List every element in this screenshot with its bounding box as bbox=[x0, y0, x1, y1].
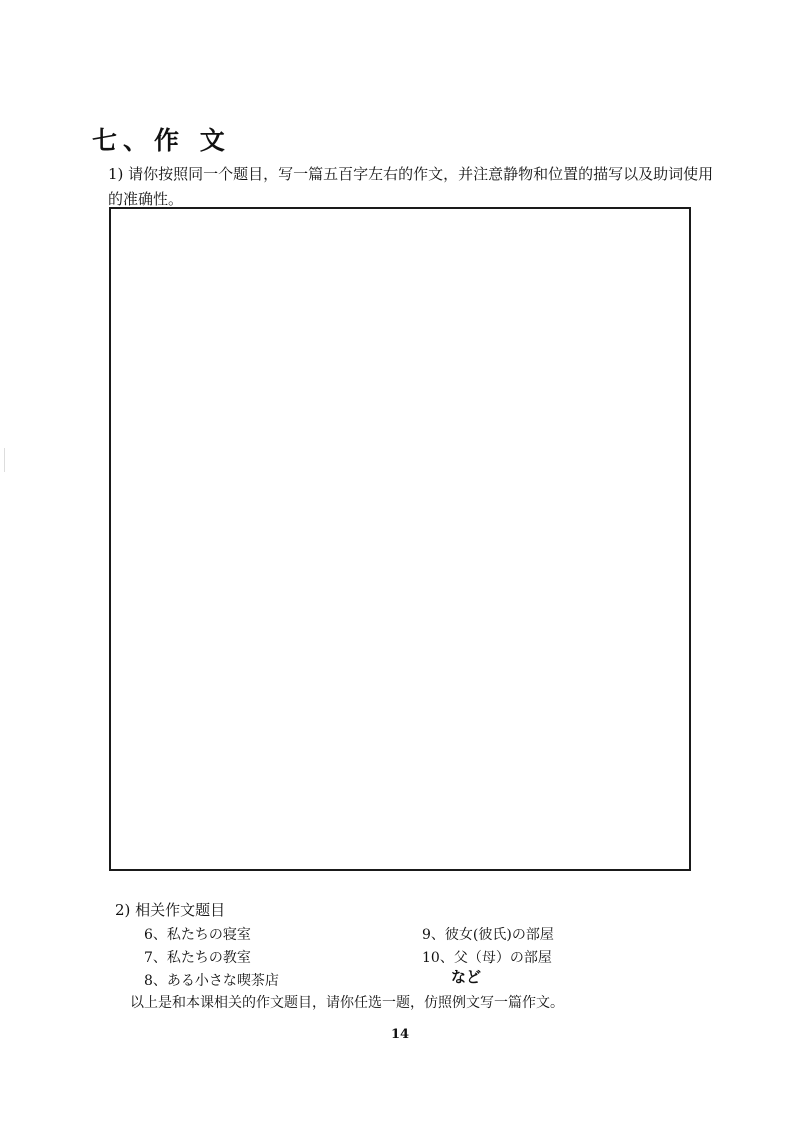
topics-etc-label: など bbox=[451, 968, 482, 986]
topic-item: 9、彼女(彼氏)の部屋 bbox=[422, 927, 554, 943]
topic-item: 7、私たちの教室 bbox=[144, 950, 251, 966]
page-number: 14 bbox=[390, 1027, 410, 1042]
section-title: 七、作 文 bbox=[92, 126, 231, 155]
scan-edge-mark bbox=[4, 448, 5, 472]
closing-instruction: 以上是和本课相关的作文题目，请你任选一题，仿照例文写一篇作文。 bbox=[130, 995, 564, 1011]
topic-item: 10、父（母）の部屋 bbox=[422, 950, 552, 966]
composition-writing-area[interactable] bbox=[109, 207, 691, 871]
topic-item: 8、ある小さな喫茶店 bbox=[144, 973, 279, 989]
topic-item: 6、私たちの寝室 bbox=[144, 927, 251, 943]
related-topics-heading: 2) 相关作文题目 bbox=[115, 901, 226, 919]
writing-instruction: 1) 请你按照同一个题目，写一篇五百字左右的作文，并注意静物和位置的描写以及助词使用的准确性。 bbox=[108, 165, 714, 208]
